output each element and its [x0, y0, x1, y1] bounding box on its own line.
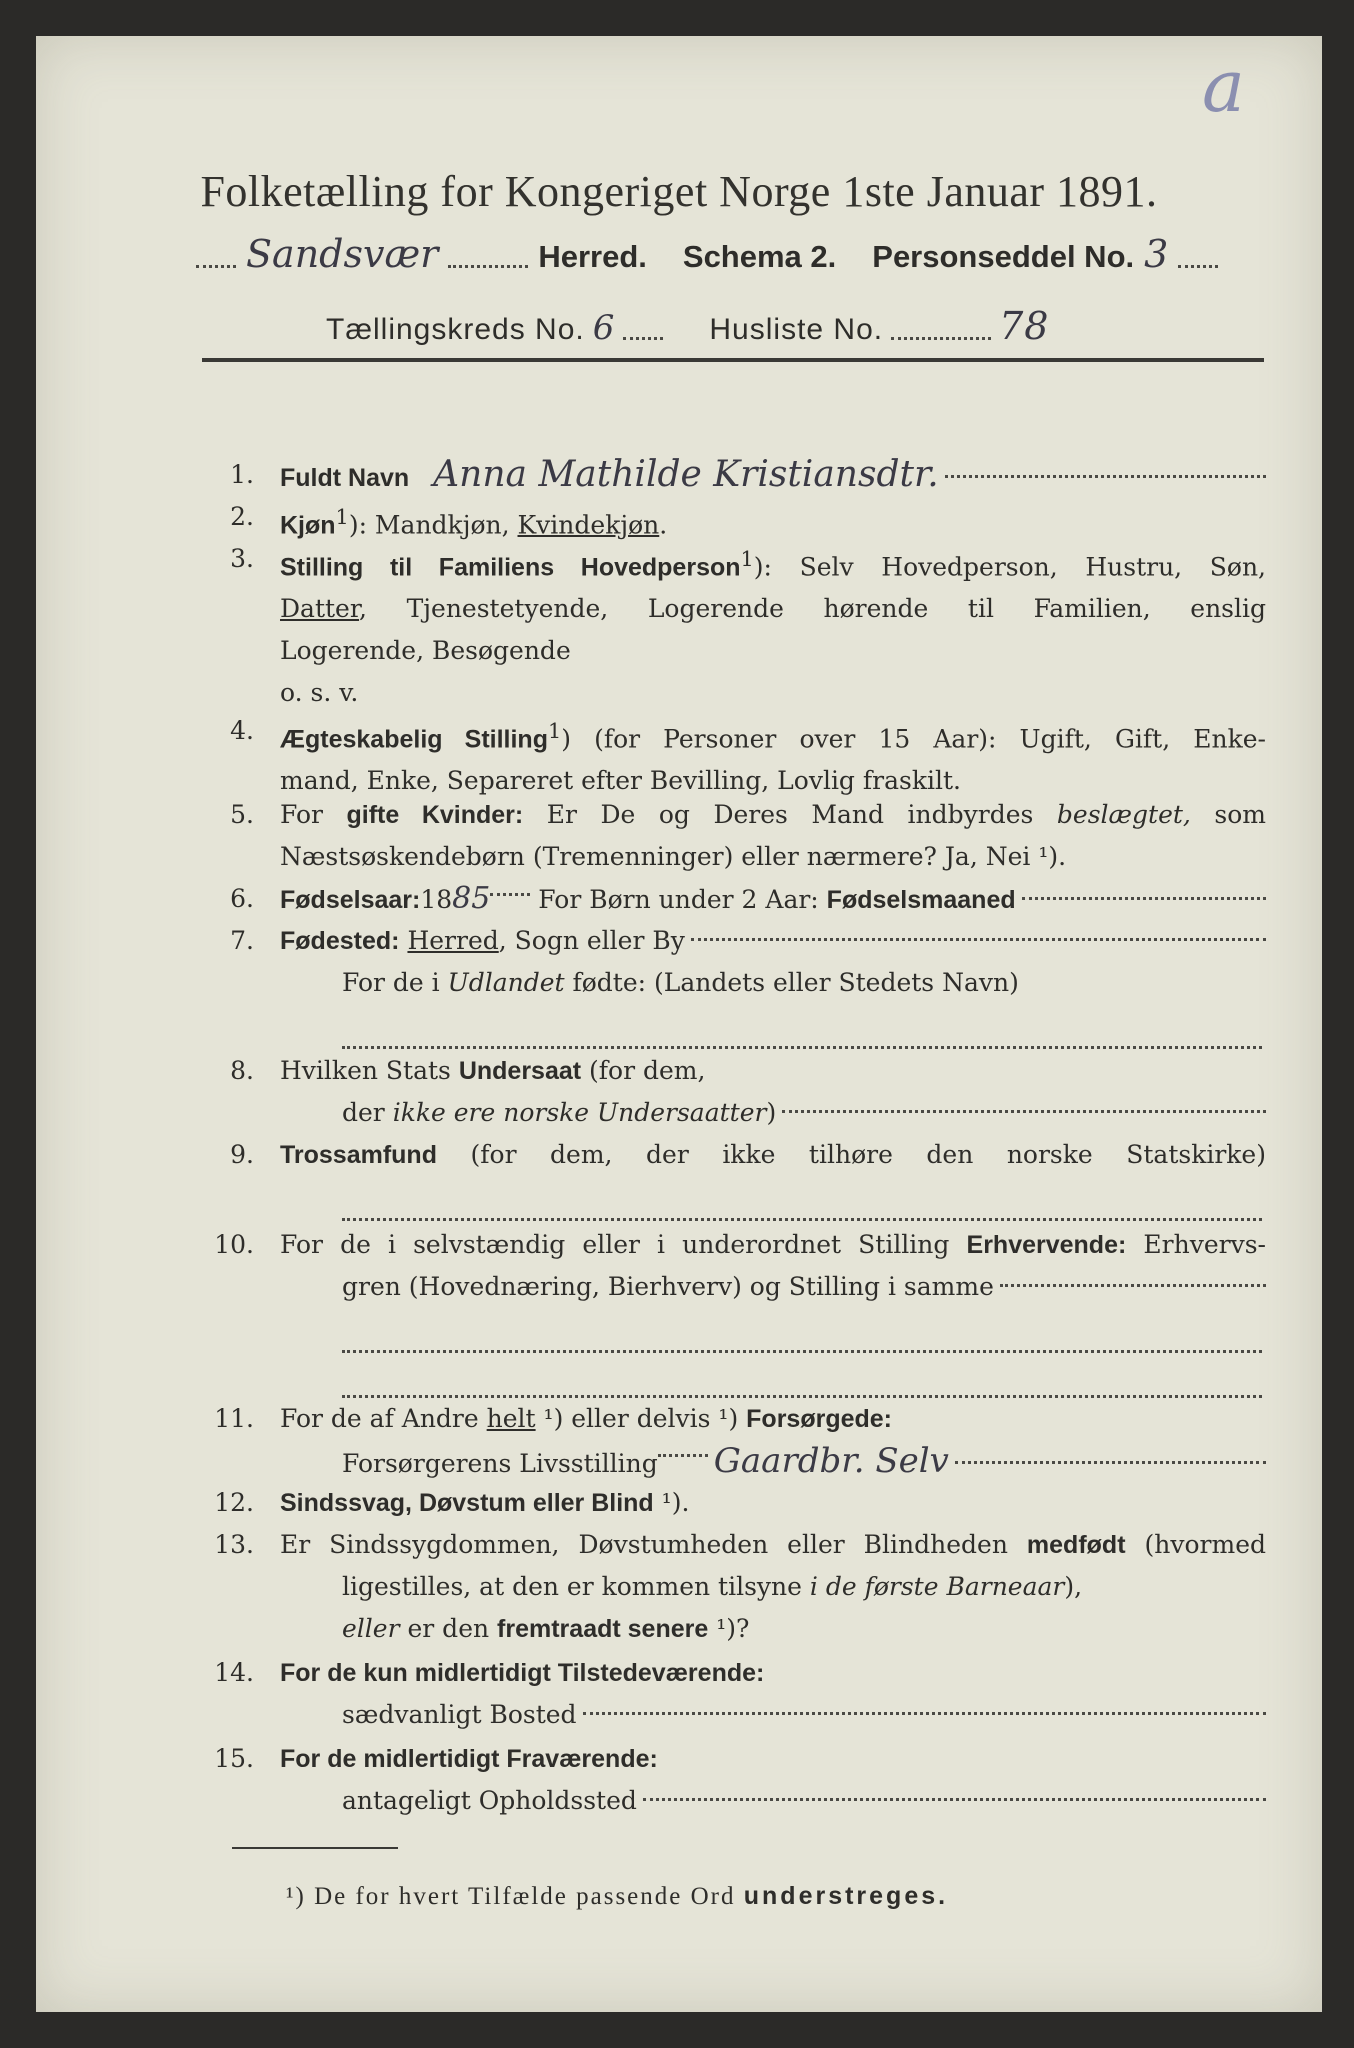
- schema-label: Schema 2.: [682, 239, 837, 274]
- birth-year-prefix: 18: [420, 885, 453, 914]
- marital-status-options-2: mand, Enke, Separeret efter Bevilling, Lovlig fraskilt.: [280, 766, 961, 796]
- occupation-label: Erhvervende:: [966, 1231, 1127, 1259]
- text: For: [280, 800, 347, 829]
- full-name-value: Anna Mathilde Kristiansdtr.: [433, 454, 939, 495]
- birth-month-label: Fødselsmaaned: [826, 886, 1016, 914]
- dots: [583, 1712, 1266, 1715]
- item-number: 12.: [214, 1488, 254, 1517]
- text: (for dem,: [581, 1056, 706, 1085]
- herred-name-value: Sandsvær: [246, 232, 439, 276]
- text: (hvormed: [1125, 1530, 1266, 1559]
- dots: [691, 938, 1266, 941]
- temporary-present-label: For de kun midlertidigt Tilstedeværende:: [280, 1659, 765, 1687]
- occupation-question: gren (Hovednæring, Bierhverv) og Stilling i samme: [342, 1272, 994, 1301]
- family-position-selected: Datter: [280, 594, 360, 624]
- citizenship-label: Undersaat: [458, 1057, 582, 1085]
- supported-label: Forsørgede:: [746, 1405, 893, 1433]
- sex-selected-option: Kvindekjøn: [517, 510, 660, 540]
- congenital-label: medfødt: [1026, 1531, 1126, 1559]
- personseddel-number: 3: [1144, 232, 1169, 276]
- dots: [1022, 897, 1266, 900]
- dots: [490, 892, 530, 896]
- item-number: 5.: [230, 800, 254, 829]
- text: For de i: [342, 968, 448, 997]
- text: ¹)?: [708, 1614, 750, 1643]
- husliste-number: 78: [999, 304, 1050, 348]
- answer-line: [342, 1004, 1262, 1049]
- temporary-absent-label: For de midlertidigt Fraværende:: [280, 1745, 658, 1773]
- answer-line: [342, 1308, 1262, 1353]
- birthplace-label: Fødested:: [280, 927, 400, 955]
- sex-label: Kjøn: [280, 511, 336, 540]
- herred-schema-line: [196, 232, 1276, 276]
- provider-occupation-label: Forsørgerens Livsstilling: [342, 1449, 658, 1478]
- dots: [945, 475, 1266, 478]
- dots: [955, 1461, 1266, 1464]
- text: ¹) eller delvis ¹): [535, 1404, 747, 1433]
- kreds-number: 6: [592, 308, 616, 348]
- family-position-etc: o. s. v.: [280, 678, 359, 708]
- dots: [623, 336, 663, 340]
- herred-label: Herred.: [538, 239, 647, 274]
- census-form-sheet: [36, 36, 1322, 2012]
- birthplace-options: , Sogn eller By: [498, 926, 685, 955]
- footnote: [286, 1882, 948, 1911]
- family-position-options: ): Selv Hovedperson, Hustru, Søn,: [753, 552, 1266, 582]
- birthplace-selected: Herred: [407, 926, 499, 955]
- item-number: 9.: [230, 1140, 254, 1169]
- text: er den: [399, 1614, 498, 1643]
- childhood-phrase: i de første Barneaar: [809, 1572, 1065, 1601]
- text: Er De og Deres Mand indbyrdes: [523, 800, 1057, 829]
- item-number: 10.: [214, 1230, 254, 1259]
- later-onset-label: fremtraadt senere: [497, 1615, 709, 1643]
- provider-occupation-value: Gaardbr. Selv: [713, 1441, 949, 1481]
- item-number: 3.: [230, 544, 254, 573]
- religion-label: Trossamfund: [280, 1141, 437, 1169]
- footnote-rule: [232, 1847, 398, 1849]
- item-number: 2.: [230, 502, 254, 531]
- item-number: 7.: [230, 926, 254, 955]
- text: : (Landets eller Stedets Navn): [637, 968, 1019, 997]
- dots: [448, 264, 528, 268]
- text: Er Sindssygdommen, Døvstumheden eller Blindheden: [280, 1530, 1027, 1559]
- item-number: 8.: [230, 1056, 254, 1085]
- probable-stay-label: antageligt Opholdssted: [342, 1786, 637, 1815]
- text: For de af Andre: [280, 1404, 487, 1433]
- usual-residence-label: sædvanligt Bosted: [342, 1700, 577, 1729]
- or-word: eller: [342, 1614, 400, 1643]
- item-number: 13.: [214, 1530, 254, 1559]
- kreds-husliste-line: [326, 304, 1226, 348]
- item-number: 14.: [214, 1658, 254, 1687]
- dots: [782, 1110, 1266, 1113]
- text: der: [342, 1098, 393, 1127]
- punct: .: [659, 510, 668, 540]
- item-number: 4.: [230, 716, 254, 745]
- footnote-ref: 1: [740, 547, 754, 571]
- text: Hvilken Stats: [280, 1056, 459, 1085]
- item-number: 15.: [214, 1744, 254, 1773]
- family-position-options-2: , Tjenestetyende, Logerende hørende til Familien, enslig: [359, 594, 1266, 624]
- footnote-mark: ¹): [286, 1883, 306, 1910]
- corner-handwritten-mark: a: [1202, 44, 1245, 128]
- answer-line: [342, 1353, 1262, 1398]
- answer-line: [342, 1176, 1262, 1221]
- abroad-word: Udlandet: [447, 968, 565, 997]
- text: For Børn under 2 Aar:: [530, 885, 827, 914]
- text: fødte: [564, 968, 638, 997]
- footnote-ref: 1: [335, 505, 349, 529]
- footnote-emphasis: understreges.: [743, 1882, 949, 1910]
- kreds-label: Tællingskreds No.: [326, 313, 585, 346]
- item-number: 11.: [214, 1404, 254, 1433]
- dots: [1000, 1284, 1266, 1287]
- dots: [643, 1798, 1266, 1801]
- married-women-question: Næstsøskendebørn (Tremenninger) eller nærmere? Ja, Nei ¹).: [280, 842, 1067, 871]
- related-word: beslægtet,: [1056, 800, 1191, 829]
- text: ): [766, 1098, 777, 1127]
- dots: [658, 1453, 708, 1457]
- dots: [1178, 264, 1218, 268]
- personseddel-label: Personseddel No.: [872, 239, 1135, 274]
- family-position-label: Stilling til Familiens Hovedperson: [280, 553, 741, 582]
- birth-year-label: Fødselsaar:: [280, 886, 421, 914]
- disability-label: Sindssvag, Døvstum eller Blind: [280, 1489, 654, 1517]
- married-women-label: gifte Kvinder:: [346, 801, 524, 829]
- footnote-text: De for hvert Tilfælde passende Ord: [305, 1883, 744, 1910]
- text: ligestilles, at den er kommen tilsyne: [342, 1572, 810, 1601]
- dots: [891, 336, 991, 340]
- sex-options: ): Mandkjøn,: [348, 510, 518, 540]
- husliste-label: Husliste No.: [709, 313, 884, 346]
- family-position-options-3: Logerende, Besøgende: [280, 636, 571, 666]
- full-name-label: Fuldt Navn: [280, 464, 410, 492]
- birth-year-value: 85: [452, 881, 491, 916]
- header-rule: [202, 358, 1264, 362]
- marital-status-label: Ægteskabelig Stilling: [280, 725, 548, 754]
- item-number: 1.: [230, 460, 254, 489]
- text: ),: [1064, 1572, 1083, 1601]
- supported-selected: helt: [486, 1404, 536, 1433]
- religion-question: (for dem, der ikke tilhøre den norske Statskirke): [436, 1140, 1266, 1169]
- text: som: [1190, 800, 1266, 829]
- marital-status-options: ) (for Personer over 15 Aar): Ugift, Gift, Enke-: [561, 724, 1266, 754]
- non-citizen-phrase: ikke ere norske Undersaatter: [392, 1098, 767, 1127]
- text: Erhvervs-: [1126, 1230, 1266, 1259]
- item-number: 6.: [230, 884, 254, 913]
- text: For de i selvstændig eller i underordnet Stilling: [280, 1230, 967, 1259]
- footnote-ref: 1: [547, 719, 562, 743]
- form-title: Folketælling for Kongeriget Norge 1ste Januar 1891.: [200, 167, 1158, 216]
- text: ¹).: [653, 1488, 690, 1517]
- dots: [196, 264, 236, 268]
